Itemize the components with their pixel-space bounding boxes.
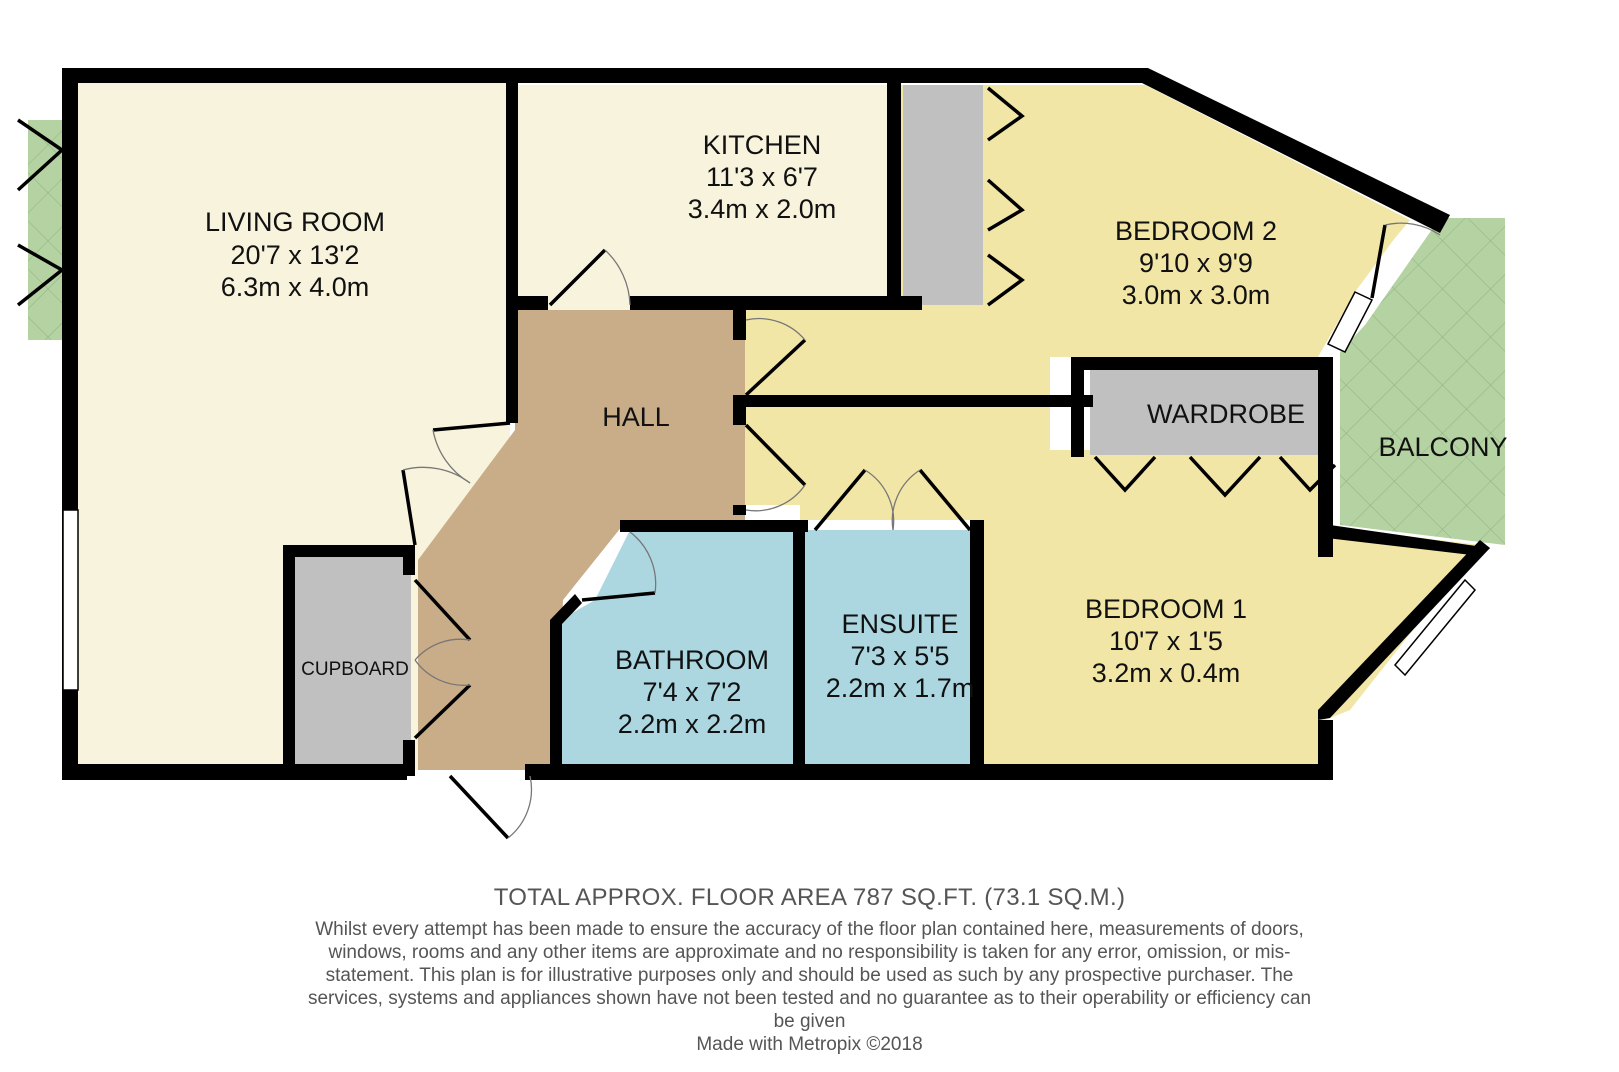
bathroom-metric: 2.2m x 2.2m (617, 709, 767, 739)
kitchen-name: KITCHEN (702, 130, 822, 160)
bedroom-1-imperial: 10'7 x 1'5 (1109, 626, 1223, 656)
bedroom-1-name: BEDROOM 1 (1084, 594, 1248, 624)
living-window (63, 510, 78, 690)
hall-name: HALL (602, 402, 670, 432)
balcony-name: BALCONY (1378, 432, 1508, 462)
living-room-imperial: 20'7 x 13'2 (230, 240, 360, 270)
living-room-metric: 6.3m x 4.0m (220, 272, 370, 302)
kitchen-imperial: 11'3 x 6'7 (706, 162, 818, 192)
disclaimer-text: Whilst every attempt has been made to ensure the accuracy of the floor plan contained here, measurements of doors, windows, rooms and any other items are approximate and no responsibility is taken for any error, omission, or mis-statement. This plan is for illustrative purposes only and should be used as such by any prospective purchaser. The services, systems and appliances shown have not been tested and no guarantee as to their operability or efficiency can be given (307, 919, 1312, 1032)
total-floor-area: TOTAL APPROX. FLOOR AREA 787 SQ.FT. (73.1 SQ.M.) (493, 884, 1126, 911)
plan-footer (0, 884, 1619, 1056)
ensuite-imperial: 7'3 x 5'5 (850, 641, 950, 671)
ensuite-metric: 2.2m x 1.7m (825, 673, 975, 703)
bedroom-2-imperial: 9'10 x 9'9 (1139, 248, 1253, 278)
bedroom-2-name: BEDROOM 2 (1114, 216, 1278, 246)
wardrobe-name: WARDROBE (1146, 399, 1306, 429)
ensuite-name: ENSUITE (841, 609, 959, 639)
kitchen-metric: 3.4m x 2.0m (687, 194, 837, 224)
living-room-name: LIVING ROOM (204, 207, 386, 237)
metropix-credit: Made with Metropix ©2018 (696, 1034, 923, 1055)
bathroom-imperial: 7'4 x 7'2 (642, 677, 742, 707)
cupboard-name: CUPBOARD (301, 659, 409, 680)
bedroom-1-metric: 3.2m x 0.4m (1091, 658, 1241, 688)
kitchen-cabinet (903, 85, 983, 305)
bathroom-name: BATHROOM (615, 645, 769, 675)
bedroom-2-metric: 3.0m x 3.0m (1121, 280, 1271, 310)
